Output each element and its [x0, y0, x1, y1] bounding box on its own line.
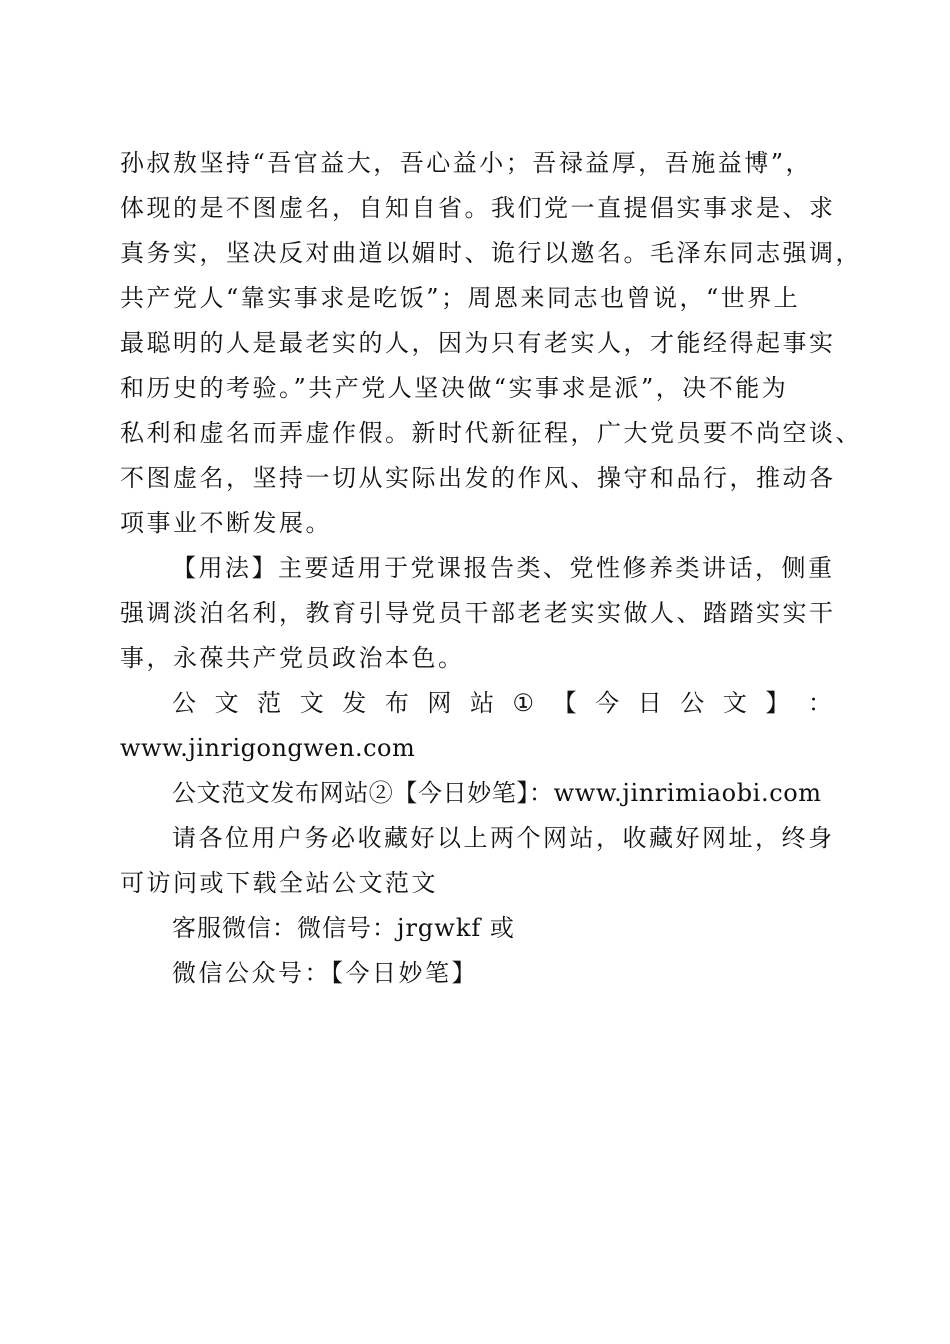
site1-char: 文	[214, 689, 239, 717]
body-line: 项事业不断发展。	[120, 509, 332, 537]
site1-char: 文	[722, 689, 747, 717]
site1-char: 日	[637, 689, 662, 717]
site1-char: 发	[342, 689, 367, 717]
usage-line: 事，永葆共产党员政治本色。	[120, 644, 465, 672]
usage-line: 强调淡泊名利，教育引导党员干部老老实实做人、踏踏实实干	[120, 599, 836, 627]
body-line: 不图虚名，坚持一切从实际出发的作风、操守和品行，推动各	[120, 464, 836, 492]
site1-url: www.jinrigongwen.com	[120, 734, 416, 762]
site2-line: 公文范文发布网站②【今日妙笔】：www.jinrimiaobi.com	[172, 779, 822, 807]
body-line: 和历史的考验。”共产党人坚决做“实事求是派”，决不能为	[120, 374, 789, 402]
body-line: 体现的是不图虚名，自知自省。我们党一直提倡实事求是、求	[120, 194, 836, 222]
usage-line: 【用法】主要适用于党课报告类、党性修养类讲话，侧重	[172, 554, 835, 582]
site1-char: 公	[680, 689, 705, 717]
body-line: 最聪明的人是最老实的人，因为只有老实人，才能经得起事实	[120, 329, 836, 357]
site1-char: 范	[257, 689, 282, 717]
body-line: 孙叔敖坚持“吾官益大，吾心益小；吾禄益厚，吾施益博”，	[120, 149, 813, 177]
site1-line	[172, 688, 832, 718]
site1-char: 】	[765, 689, 790, 717]
site1-char: ①	[512, 689, 535, 717]
body-line: 共产党人“靠实事求是吃饭”；周恩来同志也曾说，“世界上	[120, 284, 801, 312]
service-wechat: 客服微信：微信号：jrgwkf 或	[172, 914, 515, 942]
official-account: 微信公众号：【今日妙笔】	[172, 959, 478, 987]
site1-char: 公	[172, 689, 196, 717]
body-line: 真务实，坚决反对曲道以媚时、诡行以邀名。毛泽东同志强调，	[120, 239, 862, 267]
site1-char: 今	[595, 689, 620, 717]
notice-line: 可访问或下载全站公文范文	[120, 869, 438, 897]
site1-char: 布	[384, 689, 409, 717]
site1-char: 网	[427, 689, 452, 717]
site1-char: 【	[552, 689, 577, 717]
site1-char: ：	[807, 689, 832, 717]
site1-char: 文	[299, 689, 324, 717]
site1-char: 站	[469, 689, 494, 717]
body-line: 私利和虚名而弄虚作假。新时代新征程，广大党员要不尚空谈、	[120, 419, 862, 447]
notice-line: 请各位用户务必收藏好以上两个网站，收藏好网址，终身	[172, 824, 835, 852]
